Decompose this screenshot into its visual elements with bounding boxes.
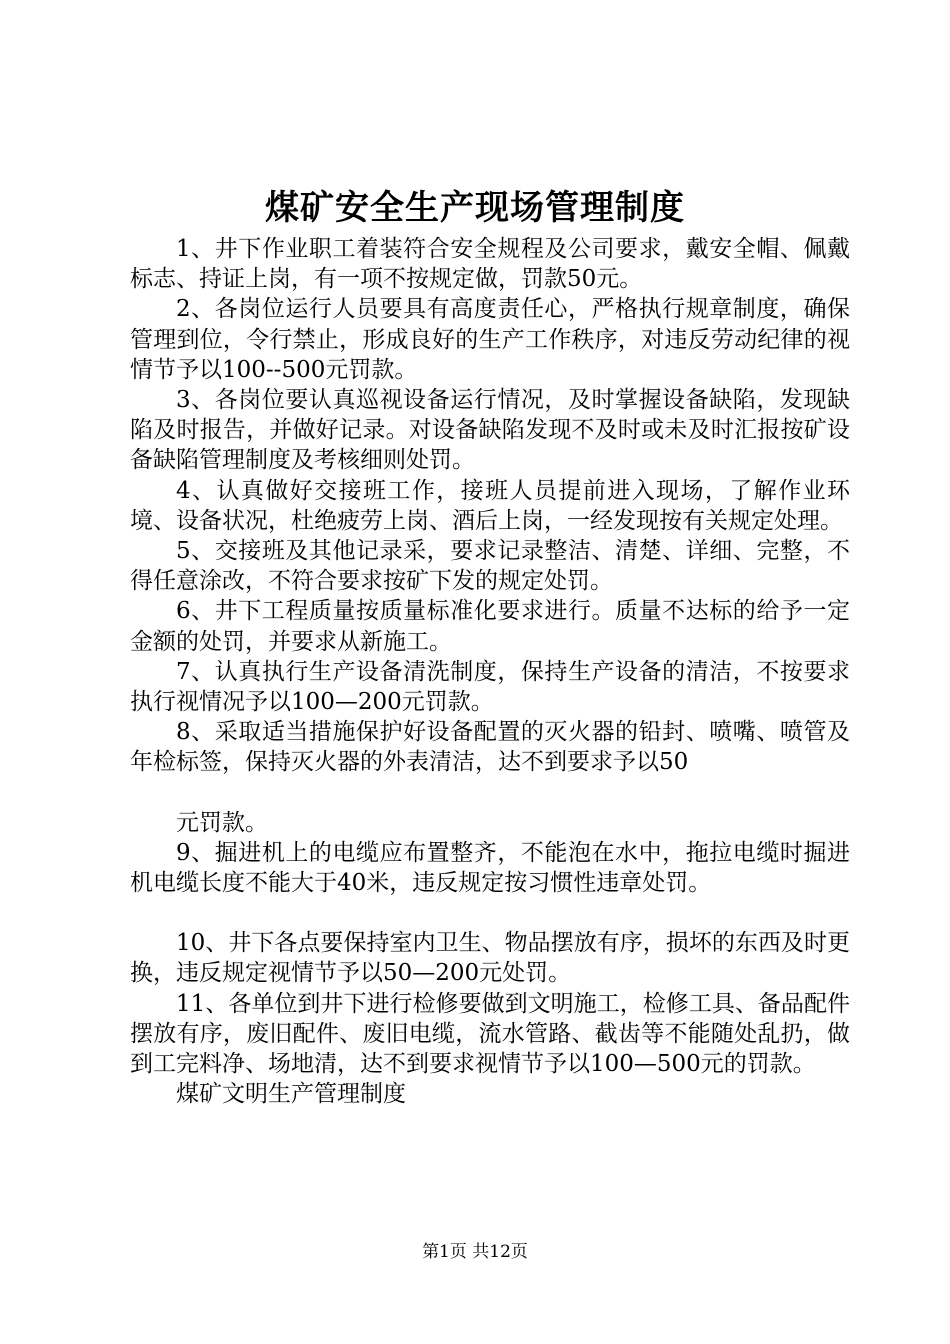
paragraph-2: 2、各岗位运行人员要具有高度责任心，严格执行规章制度，确保管理到位，令行禁止，形成良好的生产工作秩序，对违反劳动纪律的视情节予以100--500元罚款。 (130, 296, 850, 383)
paragraph-11: 11、各单位到井下进行检修要做到文明施工，检修工具、备品配件摆放有序，废旧配件、废旧电缆，流水管路、截齿等不能随处乱扔，做到工完料净、场地清，达不到要求视情节予以100—500元的罚款。 (130, 990, 850, 1078)
document-title: 煤矿安全生产现场管理制度 (265, 188, 685, 228)
paragraph-1: 1、井下作业职工着装符合安全规程及公司要求，戴安全帽、佩戴标志、持证上岗，有一项不按规定做，罚款50元。 (130, 236, 850, 293)
subheading: 煤矿文明生产管理制度 (176, 1081, 406, 1108)
blank-line (130, 898, 850, 928)
paragraph-8: 8、采取适当措施保护好设备配置的灭火器的铅封、喷嘴、喷管及年检标签，保持灭火器的外表清洁，达不到要求予以50 (130, 719, 850, 776)
paragraph-3: 3、各岗位要认真巡视设备运行情况，及时掌握设备缺陷，发现缺陷及时报告，并做好记录。对设备缺陷发现不及时或未及时汇报按矿设备缺陷管理制度及考核细则处罚。 (130, 387, 850, 474)
paragraph-8-continuation: 元罚款。 (176, 809, 268, 836)
paragraph-9: 9、掘进机上的电缆应布置整齐，不能泡在水中，拖拉电缆时掘进机电缆长度不能大于40米，违反规定按习惯性违章处罚。 (130, 839, 850, 897)
paragraph-4: 4、认真做好交接班工作，接班人员提前进入现场，了解作业环境、设备状况，杜绝疲劳上岗、酒后上岗，一经发现按有关规定处理。 (130, 477, 850, 534)
paragraph-10: 10、井下各点要保持室内卫生、物品摆放有序，损坏的东西及时更换，违反规定视情节予以50—200元处罚。 (130, 930, 850, 987)
paragraph-7: 7、认真执行生产设备清洗制度，保持生产设备的清洁，不按要求执行视情况予以100—200元罚款。 (130, 658, 850, 716)
page-footer: 第1页 共12页 (422, 1242, 528, 1262)
document-body (130, 234, 850, 1109)
paragraph-6: 6、井下工程质量按质量标准化要求进行。质量不达标的给予一定金额的处罚，并要求从新施工。 (130, 598, 850, 655)
blank-line (130, 778, 850, 808)
paragraph-5: 5、交接班及其他记录采，要求记录整洁、清楚、详细、完整，不得任意涂改，不符合要求按矿下发的规定处罚。 (130, 538, 850, 595)
